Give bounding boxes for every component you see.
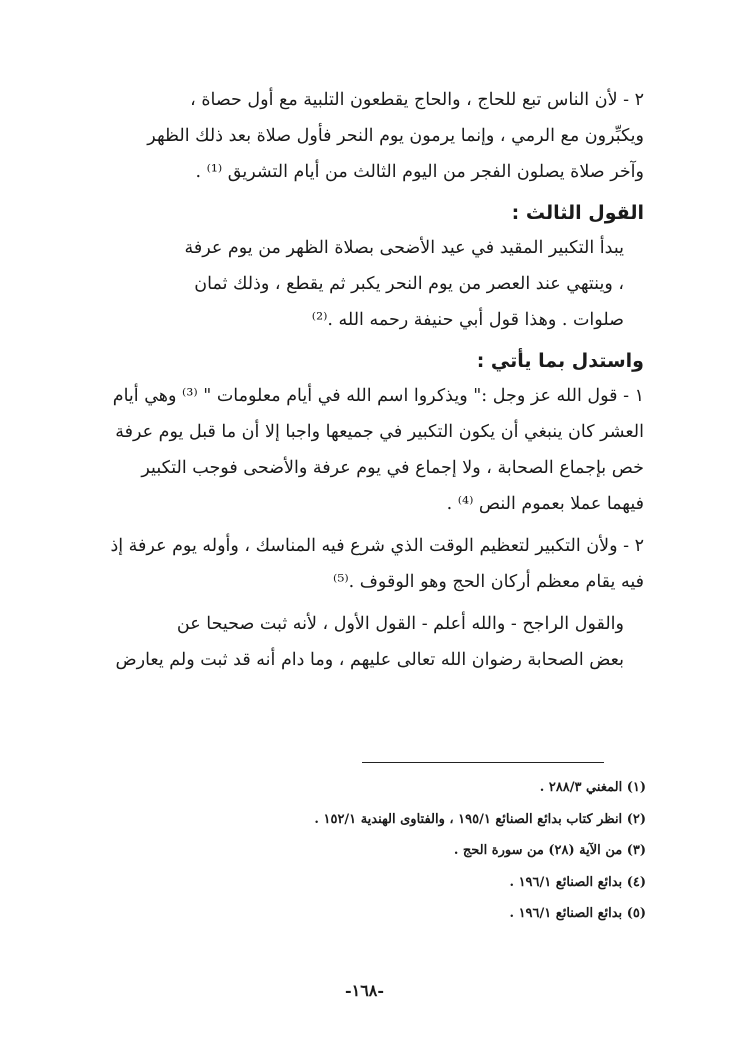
footnote: (٤) بدائع الصنائع ١٩٦/١ .: [509, 874, 646, 890]
footnote: (٣) من الآية (٢٨) من سورة الحج .: [453, 843, 646, 858]
text-line: ٢ - ولأن التكبير لتعظيم الوقت الذي شرع فيه المناسك ، وأوله يوم عرفة إذ: [110, 536, 644, 556]
footnote: (٢) انظر كتاب بدائع الصنائع ١٩٥/١ ، والفتاوى الهندية ١٥٢/١ .: [314, 811, 646, 827]
text-line: خص بإجماع الصحابة ، ولا إجماع في يوم عرفة والأضحى فوجب التكبير: [141, 458, 644, 478]
conclusion: [62, 606, 644, 678]
text-line: يبدأ التكبير المقيد في عيد الأضحى بصلاة الظهر من يوم عرفة: [184, 238, 624, 258]
main-text: [62, 82, 644, 684]
text-line: بعض الصحابة رضوان الله تعالى عليهم ، وما دام أنه قد ثبت ولم يعارض: [115, 650, 624, 670]
text-line: ١ - قول الله عز وجل :" ويذكروا اسم الله في أيام معلومات " ⁽³⁾ وهي أيام: [112, 386, 644, 406]
text-line: العشر كان ينبغي أن يكون التكبير في جميعها واجبا إلا أن ما قبل يوم عرفة: [115, 422, 644, 442]
text-line: ويكبِّرون مع الرمي ، وإنما يرمون يوم النحر فأول صلاة بعد ذلك الظهر: [147, 126, 644, 146]
footnote: (١) المغني ٢٨٨/٣ .: [539, 780, 646, 795]
footnote: (٥) بدائع الصنائع ١٩٦/١ .: [509, 906, 646, 921]
page-number: -١٦٨-: [344, 981, 385, 1000]
section-third-opinion: [62, 230, 644, 338]
text-line: فيه يقام معظم أركان الحج وهو الوقوف .⁽⁵⁾: [333, 572, 644, 592]
text-line: والقول الراجح - والله أعلم - القول الأول ، لأنه ثبت صحيحا عن: [176, 614, 624, 634]
footnote-divider: [362, 762, 604, 763]
text-line: وآخر صلاة يصلون الفجر من اليوم الثالث من أيام التشريق ⁽¹⁾ .: [195, 162, 644, 182]
section-reason-2: [62, 82, 644, 190]
heading-third-opinion: القول الثالث :: [511, 202, 644, 224]
text-line: فيهما عملا بعموم النص ⁽⁴⁾ .: [446, 494, 644, 514]
text-line: ، وينتهي عند العصر من يوم النحر يكبر ثم يقطع ، وذلك ثمان: [194, 274, 624, 294]
evidence-2: [62, 528, 644, 600]
evidence-1: [62, 378, 644, 522]
text-line: ٢ - لأن الناس تبع للحاج ، والحاج يقطعون التلبية مع أول حصاة ،: [190, 90, 644, 110]
footnotes: [200, 772, 646, 930]
text-line: صلوات . وهذا قول أبي حنيفة رحمه الله .⁽²⁾: [311, 310, 624, 330]
heading-evidence: واستدل بما يأتي :: [476, 350, 644, 372]
